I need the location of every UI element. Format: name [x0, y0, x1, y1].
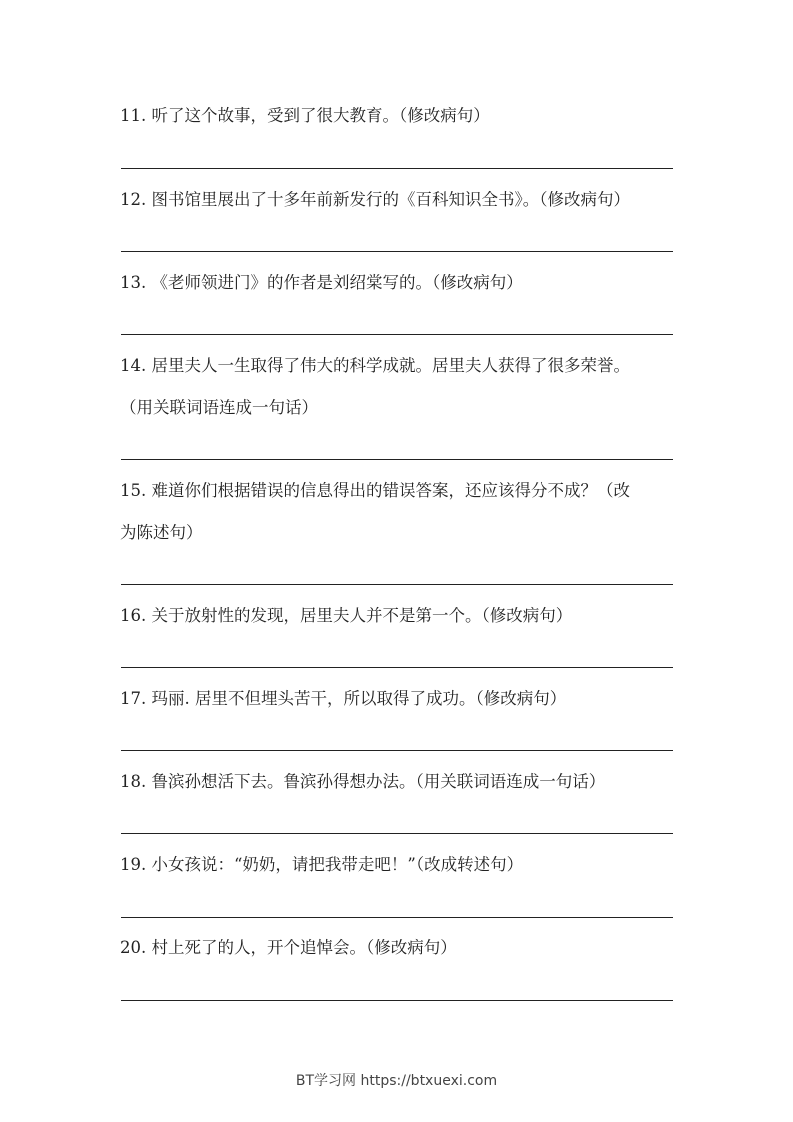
question-text: 19. 小女孩说：“奶奶，请把我带走吧！”（改成转述句） [120, 855, 524, 874]
question-13 [120, 262, 680, 304]
answer-line-13[interactable] [121, 334, 673, 335]
question-12 [120, 179, 680, 221]
answer-line-20[interactable] [121, 1000, 673, 1001]
question-19 [120, 844, 680, 886]
question-text: 20. 村上死了的人，开个追悼会。（修改病句） [120, 938, 457, 957]
answer-line-18[interactable] [121, 833, 673, 834]
question-text-cont: 为陈述句） [120, 523, 203, 542]
footer-watermark: BT学习网 https://btxuexi.com [295, 1073, 498, 1089]
question-text: 14. 居里夫人一生取得了伟大的科学成就。居里夫人获得了很多荣誉。 [120, 356, 630, 375]
question-18 [120, 761, 680, 803]
answer-line-15[interactable] [121, 584, 673, 585]
question-20 [120, 927, 680, 969]
answer-line-17[interactable] [121, 750, 673, 751]
question-text: 17. 玛丽. 居里不但埋头苦干，所以取得了成功。（修改病句） [120, 689, 567, 708]
question-text: 13. 《老师领进门》的作者是刘绍棠写的。（修改病句） [120, 273, 523, 292]
answer-line-12[interactable] [121, 251, 673, 252]
question-text: 15. 难道你们根据错误的信息得出的错误答案，还应该得分不成？（改 [120, 481, 630, 500]
answer-line-19[interactable] [121, 917, 673, 918]
answer-line-14[interactable] [121, 459, 673, 460]
question-text: 11. 听了这个故事，受到了很大教育。（修改病句） [120, 106, 490, 125]
question-text-cont: （用关联词语连成一句话） [120, 398, 318, 417]
question-text: 16. 关于放射性的发现，居里夫人并不是第一个。（修改病句） [120, 606, 573, 625]
answer-line-11[interactable] [121, 168, 673, 169]
question-15 [120, 470, 680, 554]
question-14 [120, 345, 680, 429]
question-16 [120, 595, 680, 637]
question-text: 18. 鲁滨孙想活下去。鲁滨孙得想办法。（用关联词语连成一句话） [120, 772, 606, 791]
question-17 [120, 678, 680, 720]
question-11 [120, 95, 680, 137]
question-text: 12. 图书馆里展出了十多年前新发行的《百科知识全书》。（修改病句） [120, 190, 630, 209]
answer-line-16[interactable] [121, 667, 673, 668]
